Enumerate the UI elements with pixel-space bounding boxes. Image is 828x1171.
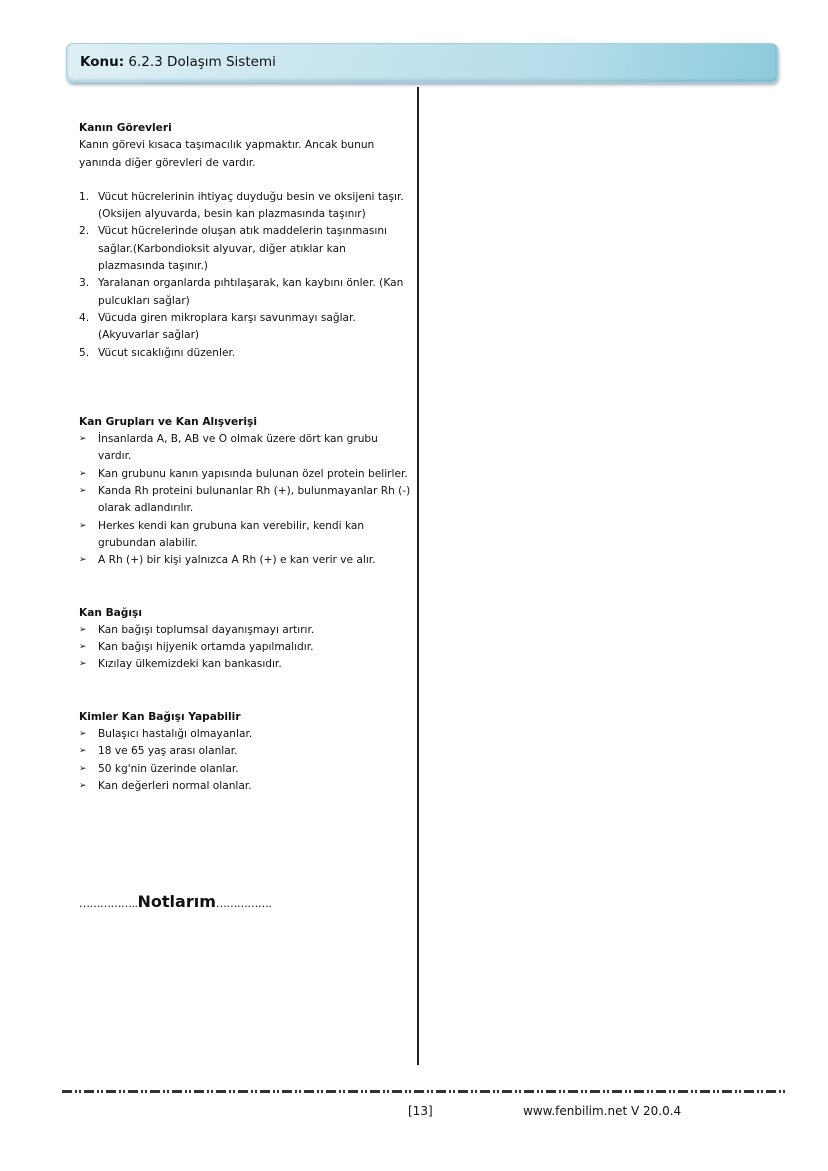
footer-dashed-rule [62, 1090, 786, 1093]
item-number: 2. [79, 225, 90, 238]
column-divider [417, 87, 419, 1065]
blood-groups-list [79, 431, 411, 569]
list-item [79, 275, 411, 310]
item-text: Kan değerleri normal olanlar. [98, 779, 252, 792]
list-item [79, 310, 411, 345]
item-text: Vücut hücrelerinin ihtiyaç duyduğu besin ve oksijeni taşır. (Oksijen alyuvarda, besin kan plazmasında taşınır) [98, 190, 404, 221]
arrow-bullet-icon: ➢ [79, 763, 87, 774]
list-item [79, 656, 411, 673]
footer-site-version: www.fenbilim.net V 20.0.4 [523, 1104, 682, 1118]
eligible-donors-list [79, 726, 411, 795]
arrow-bullet-icon: ➢ [79, 486, 87, 497]
page-number: [13] [408, 1104, 433, 1118]
item-text: 50 kg'nin üzerinde olanlar. [98, 762, 239, 775]
item-text: Kanda Rh proteini bulunanlar Rh (+), bulunmayanlar Rh (-) olarak adlandırılır. [98, 485, 411, 515]
topic-header-bar [66, 43, 778, 83]
topic-name: 6.2.3 Dolaşım Sistemi [124, 54, 276, 70]
item-text: Herkes kendi kan grubuna kan verebilir, kendi kan grubundan alabilir. [98, 519, 365, 549]
arrow-bullet-icon: ➢ [79, 520, 87, 531]
item-number: 1. [79, 190, 90, 203]
arrow-bullet-icon: ➢ [79, 555, 87, 566]
list-item [79, 778, 411, 795]
notes-label: Notlarım [137, 892, 216, 911]
item-text: Kızılay ülkemizdeki kan bankasıdır. [98, 658, 282, 671]
arrow-bullet-icon: ➢ [79, 624, 87, 635]
notes-dots-right: ……………. [215, 897, 272, 910]
item-text: Vücuda giren mikroplara karşı savunmayı sağlar. (Akyuvarlar sağlar) [98, 311, 356, 342]
arrow-bullet-icon: ➢ [79, 642, 87, 653]
item-text: 18 ve 65 yaş arası olanlar. [98, 745, 238, 758]
item-text: Kan bağışı toplumsal dayanışmayı artırır. [98, 623, 315, 636]
arrow-bullet-icon: ➢ [79, 659, 87, 670]
item-text: Kan bağışı hijyenik ortamda yapılmalıdır. [98, 641, 314, 654]
arrow-bullet-icon: ➢ [79, 729, 87, 740]
donation-list [79, 622, 411, 674]
functions-list [79, 189, 411, 362]
item-number: 3. [79, 277, 90, 290]
arrow-bullet-icon: ➢ [79, 468, 87, 479]
arrow-bullet-icon: ➢ [79, 434, 87, 445]
notes-heading [79, 892, 271, 911]
intro-paragraph: Kanın görevi kısaca taşımacılık yapmaktır. Ancak bunun yanında diğer görevleri de vardır. [79, 139, 375, 169]
list-item [79, 761, 411, 778]
list-item [79, 743, 411, 760]
list-item [79, 518, 411, 553]
list-item [79, 466, 411, 483]
item-text: Vücut sıcaklığını düzenler. [98, 346, 236, 359]
item-text: Vücut hücrelerinde oluşan atık maddelerin taşınmasını sağlar.(Karbondioksit alyuvar, diğer atıklar kan plazmasında taşınır.) [98, 225, 387, 273]
left-column [79, 120, 411, 795]
list-item [79, 483, 411, 518]
item-number: 4. [79, 311, 90, 324]
arrow-bullet-icon: ➢ [79, 746, 87, 757]
item-text: A Rh (+) bir kişi yalnızca A Rh (+) e kan verir ve alır. [98, 554, 376, 567]
item-number: 5. [79, 346, 90, 359]
arrow-bullet-icon: ➢ [79, 780, 87, 791]
list-item [79, 639, 411, 656]
item-text: Bulaşıcı hastalığı olmayanlar. [98, 728, 253, 741]
topic-title [80, 54, 276, 70]
section-title-bagis: Kan Bağışı [79, 606, 142, 619]
item-text: İnsanlarda A, B, AB ve O olmak üzere dört kan grubu vardır. [98, 433, 378, 463]
topic-label: Konu: [80, 54, 125, 70]
list-item [79, 726, 411, 743]
list-item [79, 431, 411, 466]
list-item [79, 223, 411, 275]
list-item [79, 189, 411, 224]
item-text: Yaralanan organlarda pıhtılaşarak, kan kaybını önler. (Kan pulcukları sağlar) [98, 277, 404, 307]
list-item [79, 552, 411, 569]
section-title-kimler: Kimler Kan Bağışı Yapabilir [79, 710, 241, 723]
section-title-gorevler: Kanın Görevleri [79, 122, 172, 134]
list-item [79, 345, 411, 362]
section-title-gruplar: Kan Grupları ve Kan Alışverişi [79, 415, 257, 428]
list-item [79, 622, 411, 639]
notes-dots-left: …………….. [79, 897, 138, 910]
item-text: Kan grubunu kanın yapısında bulunan özel protein belirler. [98, 467, 408, 480]
